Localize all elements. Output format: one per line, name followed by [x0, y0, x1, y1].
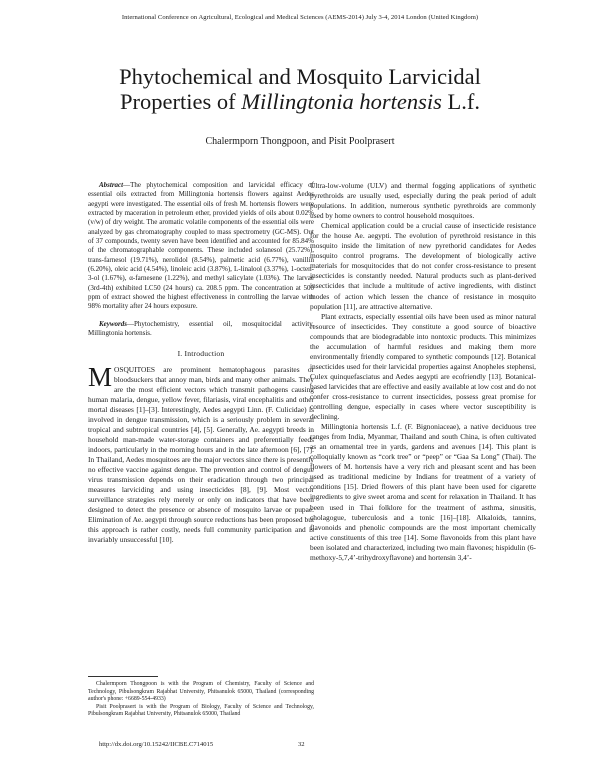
keywords: [88, 320, 314, 339]
footnote-1: Chalermporn Thongpoon is with the Program of Chemistry, Faculty of Science and Technology, Pibulsongkram Rajabhat University, Phitsanulok 65000, Thailand (corresponding author's phone: +6689-554-4933): [88, 681, 314, 703]
intro-paragraph: [88, 361, 314, 546]
right-column: [310, 181, 536, 563]
footnote-2: Pisit Poolprasert is with the Program of Biology, Faculty of Science and Technology, Pibulsongkram Rajabhat University, Phitsanulok 65000, Thailand: [88, 703, 314, 718]
left-column: [88, 181, 314, 545]
footnotes: [88, 681, 314, 719]
title-line-1: Phytochemical and Mosquito Larvicidal: [119, 64, 481, 89]
keywords-label: Keywords: [99, 319, 127, 328]
authors: Chalermporn Thongpoon, and Pisit Poolprasert: [205, 136, 395, 147]
doi-link[interactable]: http://dx.doi.org/10.15242/IICBE.C714015: [99, 741, 214, 748]
conference-header: International Conference on Agricultural, Ecological and Medical Sciences (AEMS-2014) July 3-4, 2014 London (United Kingdom): [121, 14, 479, 21]
abstract-body: —The phytochemical composition and larvicidal efficacy of essential oils extracted from Millingtonia hortensis flowers against Aedes aegypti were investigated. The essential oils of fresh M. hortensis flowers were extracted by maceration in petroleum ether, provided yields of oils about 0.02% (v/w) of dry weight. The aromatic volatile components of the essential oils were analyzed by gas chromatography coupled to mass spectrometry (GC-MS). Out of 37 compounds, twenty seven have been identified and accounted for 85.84% of the chromatographable components. These included solanesol (25.72%), trans-farnesol (19.71%), nerolidol (8.54%), palmetic acid (6.77%), vanillin (6.20%), oleic acid (4.54%), linoleic acid (3.87%), L-linalool (3.37%), 1-octen-3-ol (1.67%), α-farnesene (1.22%), and methyl salicylate (1.03%). The larvae (3rd-4th) exhibited LC50 (24 hours) ca. 208.5 ppm. The concentration at 500 ppm of extract showed the highest effectiveness in controlling the larvae with 98% mortality after 24 hours exposure.: [88, 181, 314, 311]
abstract-label: Abstract: [99, 181, 124, 189]
title-line-2: Properties of Millingtonia hortensis L.f.: [120, 89, 480, 114]
keywords-body: —Phytochemistry, essential oil, mosquitocidal activity, Millingtonia hortensis.: [88, 319, 314, 338]
intro-text: OSQUITOES are prominent hematophagous parasites or bloodsuckers that annoy man, birds and many other animals. They are the most efficient vectors which transmit pathogens causing human malaria, dengue, yellow fever, filariasis, viral encephalitis and other mortal diseases [1]–[3]. Interestingly, Aedes aegypti Linn. (F. Culicidae) is involved in dengue transmission, which is a seriously problem in several tropical and subtropical countries [4], [5]. Generally, Ae. aegypti breeds in household man-made water-storage containers and preferentially feeds indoors, particularly in the morning hours and in the late afternoon [6], [7]. In Thailand, Aedes mosquitoes are the major vectors since there is presently no effective vaccine against dengue. The prevention and control of dengue virus transmission depends on their eradication through two principal measures larviciding and using insecticides [8], [9]. Most vector surveillance strategies rely merely or only on indicators that have been designed to detect the presence or absence of mosquito larvae or pupae. Elimination of Ae. aegypti through source reductions has been proposed but this approach is rather costly, needs full community participation and is invariably unsuccessful [10].: [88, 364, 314, 545]
abstract: [88, 181, 314, 312]
paper-title: [40, 64, 560, 114]
page-number: 32: [298, 741, 305, 748]
right-paragraph-3: Plant extracts, especially essential oils have been used as minor natural resource of insecticides. They constitute a good source of bioactive compounds that are biodegradable into nontoxic products. This minimizes the accumulation of harmful residues and making them more environmentally friendly compared to synthetic compounds [12]. Botanical insecticides used for their larvicidal properties against Anopheles stephensi, Culex quinquefasciatus and Aedes aegypti are ecofriendly [13]. Botanical-based larvicides that are effective and easily available at low cost and do not confer cross-resistance to current insecticides, possess great promise for controlling dengue, especially in cases where vector susceptibility is declining.: [310, 311, 536, 422]
right-paragraph-1: Ultra-low-volume (ULV) and thermal fogging applications of synthetic pyrethroids are usually used, especially during the peak period of adult populations. In addition, numerous synthetic pyrethroids are commonly used by home owners to control household mosquitoes.: [310, 181, 536, 221]
right-paragraph-2: Chemical application could be a crucial cause of insecticide resistance for the house Ae. aegypti. The evolution of pyrethroid resistance in this mosquito inside the limitation of new pyrethorid candidates for Aedes mosquito control programs. The development of biologically active materials for mosquitocides that do not confer cross-resistance to present insecticides is constantly needed. Natural products such as plant-derived insecticides that include a multitude of active ingredients, with distinct modes of action which lessen the chance of resistance in mosquito population [11], are attractive alternative.: [310, 221, 536, 311]
section-heading: I. Introduction: [177, 348, 225, 358]
right-paragraph-4: Millingtonia hortensis L.f. (F. Bignoniaceae), a native deciduous tree ranges from India, Myanmar, Thailand and south China, is often cultivated as an ornamental tree in yards, gardens and avenues [14]. This plant is colloquially known as “cork tree” or “peep” or “Gaa Sa Long” (Thai). The flowers of M. hortensis have a very rich and pleasant scent and has been used as traditional medicine by Indians for treatment of a variety of conditions [15]. Dried flowers of this plant have been used for cigarette ingredients to give sweet aroma and scent for relaxation in Thailand. It has been used in Thai folklore for the treatment of asthma, sinusitis, cholagogue, tuberculosis and a tonic [16]–[18]. Alkaloids, tannins, flavonoids and phenolic compounds are the most important chemically active constituents of this tree [14]. Some flavonoids from this plant have been isolated and characterized, including two main flavones; hispidulin (6-methoxy-5,7,4’-trihydroxyflavone) and hortensin 3,4’-: [310, 422, 536, 562]
drop-cap: M: [88, 361, 113, 392]
footnote-rule: [88, 676, 158, 677]
